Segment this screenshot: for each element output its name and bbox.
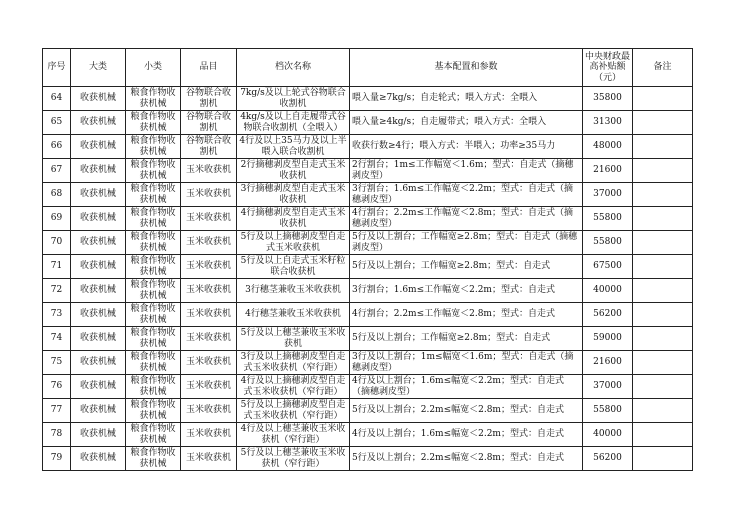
cell-item: 玉米收获机 — [181, 447, 237, 471]
cell-no: 69 — [43, 207, 71, 231]
cell-subsidy: 21600 — [583, 159, 633, 183]
cell-no: 79 — [43, 447, 71, 471]
table-header — [43, 49, 693, 87]
cell-spec: 喂入量≥7kg/s；自走轮式；喂入方式：全喂入 — [350, 87, 583, 111]
cell-category: 收获机械 — [71, 447, 126, 471]
table-row — [43, 183, 693, 207]
cell-subsidy: 40000 — [583, 279, 633, 303]
cell-spec: 3行割台；1.6m≤工作幅宽＜2.2m；型式：自走式 — [350, 279, 583, 303]
cell-spec: 5行及以上割台；2.2m≤幅宽＜2.8m；型式：自走式 — [350, 399, 583, 423]
header-note: 备注 — [633, 49, 693, 87]
cell-no: 68 — [43, 183, 71, 207]
cell-grade-name: 2行摘穗剥皮型自走式玉米收获机 — [237, 159, 350, 183]
cell-grade-name: 3行及以上摘穗剥皮型自走式玉米收获机（窄行距） — [237, 351, 350, 375]
cell-item: 谷物联合收割机 — [181, 135, 237, 159]
cell-subsidy: 55800 — [583, 231, 633, 255]
cell-grade-name: 5行及以上穗茎兼收玉米收获机 — [237, 327, 350, 351]
cell-subsidy: 67500 — [583, 255, 633, 279]
cell-category: 收获机械 — [71, 255, 126, 279]
table-row — [43, 87, 693, 111]
cell-note — [633, 327, 693, 351]
cell-category: 收获机械 — [71, 351, 126, 375]
cell-no: 66 — [43, 135, 71, 159]
cell-spec: 喂入量≥4kg/s；自走履带式；喂入方式：全喂入 — [350, 111, 583, 135]
cell-subcategory: 粮食作物收获机械 — [126, 279, 181, 303]
cell-category: 收获机械 — [71, 135, 126, 159]
cell-subcategory: 粮食作物收获机械 — [126, 303, 181, 327]
cell-grade-name: 7kg/s及以上轮式谷物联合收割机 — [237, 87, 350, 111]
cell-spec: 3行及以上割台；1m≤幅宽＜1.6m；型式：自走式（摘穗剥皮型） — [350, 351, 583, 375]
cell-subcategory: 粮食作物收获机械 — [126, 135, 181, 159]
cell-item: 玉米收获机 — [181, 423, 237, 447]
cell-spec: 2行割台；1m≤工作幅宽＜1.6m；型式：自走式（摘穗剥皮型） — [350, 159, 583, 183]
cell-spec: 4行割台；2.2m≤工作幅宽＜2.8m；型式：自走式 — [350, 303, 583, 327]
table-row — [43, 327, 693, 351]
table-row — [43, 303, 693, 327]
cell-grade-name: 3行穗茎兼收玉米收获机 — [237, 279, 350, 303]
header-spec: 基本配置和参数 — [350, 49, 583, 87]
header-subcategory: 小类 — [126, 49, 181, 87]
cell-no: 64 — [43, 87, 71, 111]
cell-note — [633, 111, 693, 135]
cell-category: 收获机械 — [71, 159, 126, 183]
cell-subcategory: 粮食作物收获机械 — [126, 399, 181, 423]
cell-category: 收获机械 — [71, 183, 126, 207]
cell-note — [633, 303, 693, 327]
cell-subcategory: 粮食作物收获机械 — [126, 183, 181, 207]
cell-subcategory: 粮食作物收获机械 — [126, 159, 181, 183]
cell-item: 谷物联合收割机 — [181, 87, 237, 111]
cell-spec: 5行及以上割台；工作幅宽≥2.8m；型式：自走式 — [350, 255, 583, 279]
cell-subsidy: 40000 — [583, 423, 633, 447]
cell-spec: 4行及以上割台；1.6m≤幅宽＜2.2m；型式：自走式（摘穗剥皮型） — [350, 375, 583, 399]
cell-subcategory: 粮食作物收获机械 — [126, 231, 181, 255]
cell-subcategory: 粮食作物收获机械 — [126, 111, 181, 135]
cell-note — [633, 399, 693, 423]
cell-no: 65 — [43, 111, 71, 135]
cell-subsidy: 55800 — [583, 399, 633, 423]
cell-item: 玉米收获机 — [181, 183, 237, 207]
cell-no: 71 — [43, 255, 71, 279]
cell-note — [633, 135, 693, 159]
cell-category: 收获机械 — [71, 327, 126, 351]
cell-category: 收获机械 — [71, 399, 126, 423]
cell-item: 玉米收获机 — [181, 375, 237, 399]
cell-grade-name: 4行及以上35马力及以上半喂入联合收割机 — [237, 135, 350, 159]
cell-item: 谷物联合收割机 — [181, 111, 237, 135]
cell-no: 67 — [43, 159, 71, 183]
cell-note — [633, 207, 693, 231]
cell-grade-name: 4行及以上摘穗剥皮型自走式玉米收获机（窄行距） — [237, 375, 350, 399]
cell-grade-name: 4kg/s及以上自走履带式谷物联合收割机（全喂入） — [237, 111, 350, 135]
cell-item: 玉米收获机 — [181, 351, 237, 375]
cell-subsidy: 31300 — [583, 111, 633, 135]
cell-note — [633, 183, 693, 207]
cell-item: 玉米收获机 — [181, 231, 237, 255]
cell-spec: 5行及以上割台；工作幅宽≥2.8m；型式：自走式 — [350, 327, 583, 351]
table-row — [43, 399, 693, 423]
cell-grade-name: 4行穗茎兼收玉米收获机 — [237, 303, 350, 327]
cell-grade-name: 5行及以上自走式玉米籽粒联合收获机 — [237, 255, 350, 279]
cell-subsidy: 55800 — [583, 207, 633, 231]
cell-subsidy: 59000 — [583, 327, 633, 351]
cell-subcategory: 粮食作物收获机械 — [126, 447, 181, 471]
table-row — [43, 351, 693, 375]
cell-subsidy: 37000 — [583, 183, 633, 207]
table-row — [43, 231, 693, 255]
cell-spec: 收获行数≥4行；喂入方式：半喂入；功率≥35马力 — [350, 135, 583, 159]
cell-no: 78 — [43, 423, 71, 447]
cell-no: 72 — [43, 279, 71, 303]
cell-subcategory: 粮食作物收获机械 — [126, 423, 181, 447]
subsidy-table — [42, 48, 693, 471]
cell-note — [633, 423, 693, 447]
cell-category: 收获机械 — [71, 87, 126, 111]
cell-item: 玉米收获机 — [181, 303, 237, 327]
cell-subsidy: 37000 — [583, 375, 633, 399]
cell-subcategory: 粮食作物收获机械 — [126, 207, 181, 231]
cell-note — [633, 255, 693, 279]
cell-grade-name: 4行及以上穗茎兼收玉米收获机（窄行距） — [237, 423, 350, 447]
cell-category: 收获机械 — [71, 111, 126, 135]
cell-category: 收获机械 — [71, 279, 126, 303]
cell-spec: 3行割台；1.6m≤工作幅宽＜2.2m；型式：自走式（摘穗剥皮型） — [350, 183, 583, 207]
cell-subcategory: 粮食作物收获机械 — [126, 327, 181, 351]
cell-item: 玉米收获机 — [181, 399, 237, 423]
table-body — [43, 87, 693, 471]
table-row — [43, 207, 693, 231]
header-no: 序号 — [43, 49, 71, 87]
cell-subcategory: 粮食作物收获机械 — [126, 87, 181, 111]
cell-subcategory: 粮食作物收获机械 — [126, 375, 181, 399]
cell-subsidy: 48000 — [583, 135, 633, 159]
cell-note — [633, 87, 693, 111]
cell-category: 收获机械 — [71, 423, 126, 447]
cell-subsidy: 21600 — [583, 351, 633, 375]
cell-subcategory: 粮食作物收获机械 — [126, 255, 181, 279]
header-grade-name: 档次名称 — [237, 49, 350, 87]
cell-note — [633, 351, 693, 375]
cell-category: 收获机械 — [71, 375, 126, 399]
cell-note — [633, 279, 693, 303]
cell-subsidy: 35800 — [583, 87, 633, 111]
cell-grade-name: 4行摘穗剥皮型自走式玉米收获机 — [237, 207, 350, 231]
cell-spec: 4行及以上割台；1.6m≤幅宽＜2.2m；型式：自走式 — [350, 423, 583, 447]
cell-no: 77 — [43, 399, 71, 423]
cell-no: 70 — [43, 231, 71, 255]
cell-subsidy: 56200 — [583, 447, 633, 471]
header-row — [43, 49, 693, 87]
cell-category: 收获机械 — [71, 231, 126, 255]
table-row — [43, 255, 693, 279]
cell-item: 玉米收获机 — [181, 279, 237, 303]
cell-category: 收获机械 — [71, 207, 126, 231]
cell-grade-name: 3行摘穗剥皮型自走式玉米收获机 — [237, 183, 350, 207]
cell-spec: 5行及以上割台；工作幅宽≥2.8m；型式：自走式（摘穗剥皮型） — [350, 231, 583, 255]
cell-grade-name: 5行及以上摘穗剥皮型自走式玉米收获机（窄行距） — [237, 399, 350, 423]
header-subsidy: 中央财政最高补贴额（元） — [583, 49, 633, 87]
cell-category: 收获机械 — [71, 303, 126, 327]
cell-item: 玉米收获机 — [181, 327, 237, 351]
table-row — [43, 423, 693, 447]
table-row — [43, 135, 693, 159]
table-row — [43, 375, 693, 399]
cell-item: 玉米收获机 — [181, 255, 237, 279]
cell-spec: 4行割台；2.2m≤工作幅宽＜2.8m；型式：自走式（摘穗剥皮型） — [350, 207, 583, 231]
header-category: 大类 — [71, 49, 126, 87]
cell-no: 76 — [43, 375, 71, 399]
cell-note — [633, 159, 693, 183]
table-row — [43, 111, 693, 135]
cell-no: 74 — [43, 327, 71, 351]
cell-item: 玉米收获机 — [181, 159, 237, 183]
cell-grade-name: 5行及以上穗茎兼收玉米收获机（窄行距） — [237, 447, 350, 471]
cell-no: 73 — [43, 303, 71, 327]
cell-note — [633, 447, 693, 471]
table-row — [43, 279, 693, 303]
cell-subcategory: 粮食作物收获机械 — [126, 351, 181, 375]
cell-spec: 5行及以上割台；2.2m≤幅宽＜2.8m；型式：自走式 — [350, 447, 583, 471]
table-row — [43, 159, 693, 183]
header-item: 品目 — [181, 49, 237, 87]
cell-note — [633, 231, 693, 255]
cell-note — [633, 375, 693, 399]
cell-grade-name: 5行及以上摘穗剥皮型自走式玉米收获机 — [237, 231, 350, 255]
cell-no: 75 — [43, 351, 71, 375]
cell-item: 玉米收获机 — [181, 207, 237, 231]
table-row — [43, 447, 693, 471]
cell-subsidy: 56200 — [583, 303, 633, 327]
